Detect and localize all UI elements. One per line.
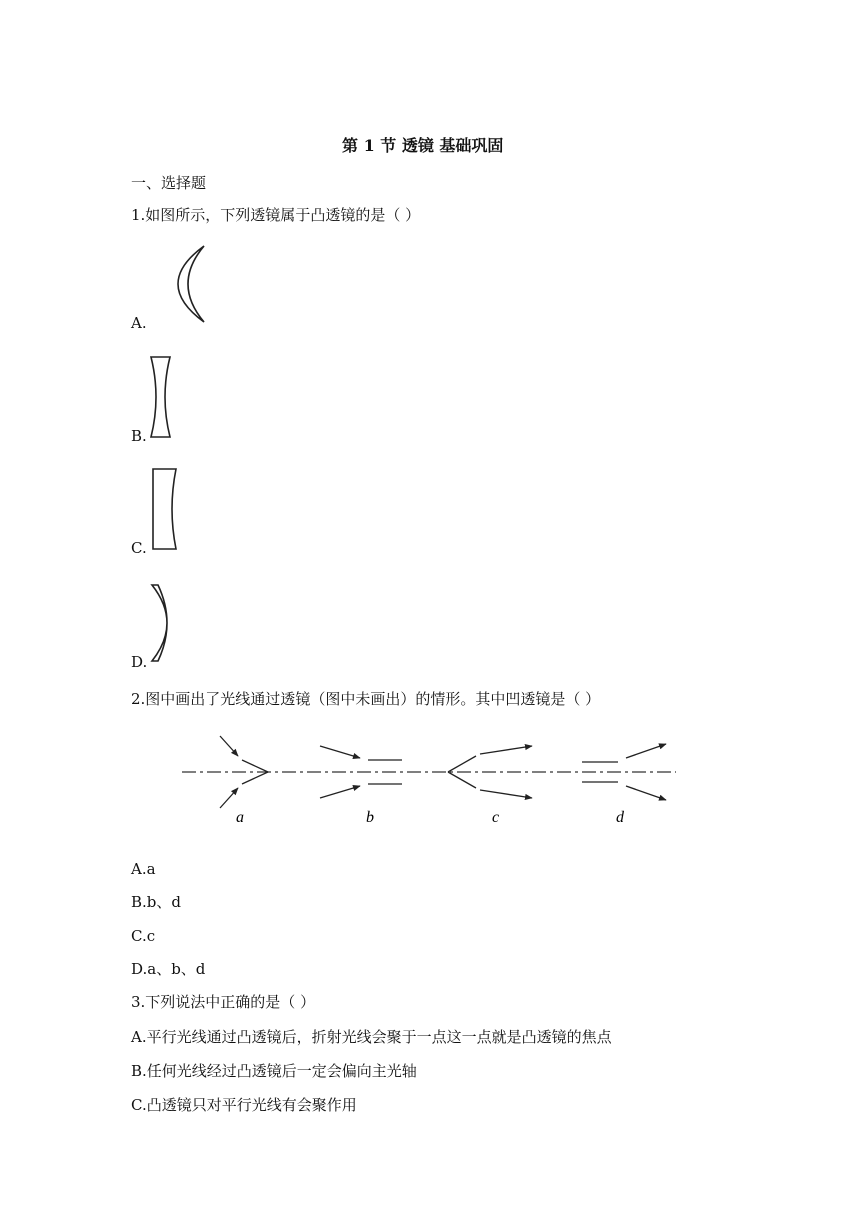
lens-figure-d: [146, 582, 186, 666]
q2-option-c: C.c: [131, 927, 156, 945]
question-3-stem: 3.下列说法中正确的是（ ）: [131, 993, 316, 1011]
figure-label-a: a: [236, 809, 244, 826]
q1-option-b-label: B.: [131, 427, 147, 445]
q1-option-c-label: C.: [131, 539, 147, 557]
lens-figure-c: [149, 466, 183, 552]
q3-option-c: C.凸透镜只对平行光线有会聚作用: [131, 1096, 357, 1114]
lens-figure-b: [146, 354, 176, 440]
page-title: 第 1 节 透镜 基础巩固: [342, 136, 504, 155]
figure-label-b: b: [366, 809, 374, 826]
q2-option-a: A.a: [131, 860, 156, 878]
question-1-stem: 1.如图所示，下列透镜属于凸透镜的是（ ）: [131, 206, 421, 224]
question-2-stem: 2.图中画出了光线通过透镜（图中未画出）的情形。其中凹透镜是（ ）: [131, 690, 601, 708]
lens-figure-a: [150, 242, 210, 326]
q3-option-b: B.任何光线经过凸透镜后一定会偏向主光轴: [131, 1062, 417, 1080]
section-heading: 一、选择题: [131, 174, 207, 192]
light-ray-diagram: [180, 730, 680, 830]
q1-option-d-label: D.: [131, 653, 148, 671]
q1-option-a-label: A.: [131, 314, 147, 332]
figure-label-c: c: [492, 809, 500, 826]
figure-label-d: d: [616, 809, 624, 826]
q2-option-b: B.b、d: [131, 893, 181, 911]
q2-option-d: D.a、b、d: [131, 960, 206, 978]
q3-option-a: A.平行光线通过凸透镜后，折射光线会聚于一点这一点就是凸透镜的焦点: [131, 1028, 612, 1046]
